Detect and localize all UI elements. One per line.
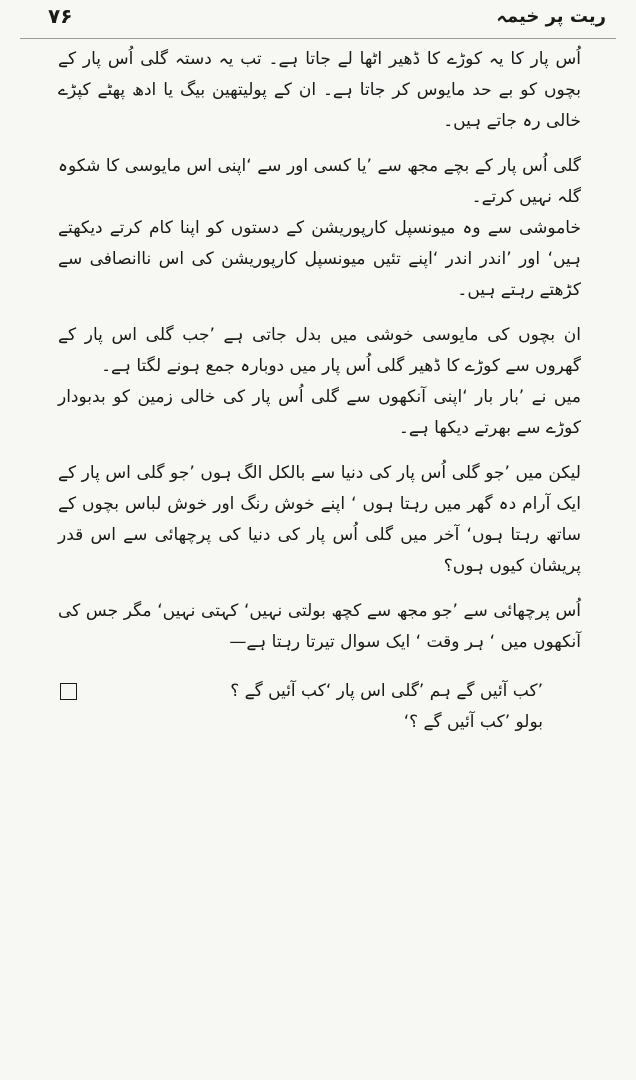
verse-line-1: ’کب آئیں گے ہم ’گلی اس پار ‘کب آئیں گے ؟ bbox=[230, 681, 543, 701]
book-title: ریت پر خیمہ bbox=[496, 6, 606, 27]
paragraph-2: گلی اُس پار کے بچے مجھ سے ’یا کسی اور سے ‘اپنی اس مایوسی کا شکوہ گلہ نہیں کرتے۔ bbox=[58, 156, 581, 207]
paragraph-5: میں نے ’بار بار ‘اپنی آنکھوں سے گلی اُس پار کی خالی زمین کو بدبودار کوڑے سے بھرتے دیکھا ہے۔ bbox=[58, 387, 581, 438]
paragraph-6: لیکن میں ’جو گلی اُس پار کی دنیا سے بالکل الگ ہوں ’جو گلی اس پار کے ایک آرام دہ گھر میں رہتا ہوں ‘ اپنے خوش رنگ اور خوش لباس بچوں کے ساتھ رہتا ہوں‘ آخر میں گلی اُس پار کی دنیا کی پرچھائی سے اس قدر پریشان کیوں ہوں؟ bbox=[58, 463, 581, 576]
paragraph-3: خاموشی سے وہ میونسپل کارپوریشن کے دستوں کو اپنا کام کرتے دیکھتے ہیں‘ اور ’اندر اندر ‘اپنے تئیں میونسپل کارپوریشن کی اس ناانصافی سے کڑھتے رہتے ہیں۔ bbox=[58, 218, 581, 300]
page-header bbox=[20, 4, 616, 34]
header-rule bbox=[20, 38, 616, 39]
paragraph-7: اُس پرچھائی سے ’جو مجھ سے کچھ بولتی نہیں‘ کہتی نہیں‘ مگر جس کی آنکھوں میں ‘ ہر وقت ‘ ایک سوال تیرتا رہتا ہے— bbox=[58, 601, 581, 652]
paragraph-1: اُس پار کا یہ کوڑے کا ڈھیر اٹھا لے جاتا ہے۔ تب یہ دستہ گلی اُس پار کے بچوں کو بے حد مایوس کر جاتا ہے۔ ان کے پولیتھین بیگ یا ادھ پھٹے کپڑے خالی رہ جاتے ہیں۔ bbox=[58, 49, 581, 131]
end-of-story-mark bbox=[60, 683, 77, 700]
story-text bbox=[58, 44, 581, 738]
paragraph-4: ان بچوں کی مایوسی خوشی میں بدل جاتی ہے ’جب گلی اس پار کے گھروں سے کوڑے کا ڈھیر گلی اُس پار میں دوبارہ جمع ہونے لگتا ہے۔ bbox=[58, 325, 581, 376]
verse-line-2: بولو ’کب آئیں گے ؟‘ bbox=[403, 712, 543, 732]
closing-verse bbox=[58, 676, 581, 738]
page-number: ۷۶ bbox=[48, 4, 73, 28]
